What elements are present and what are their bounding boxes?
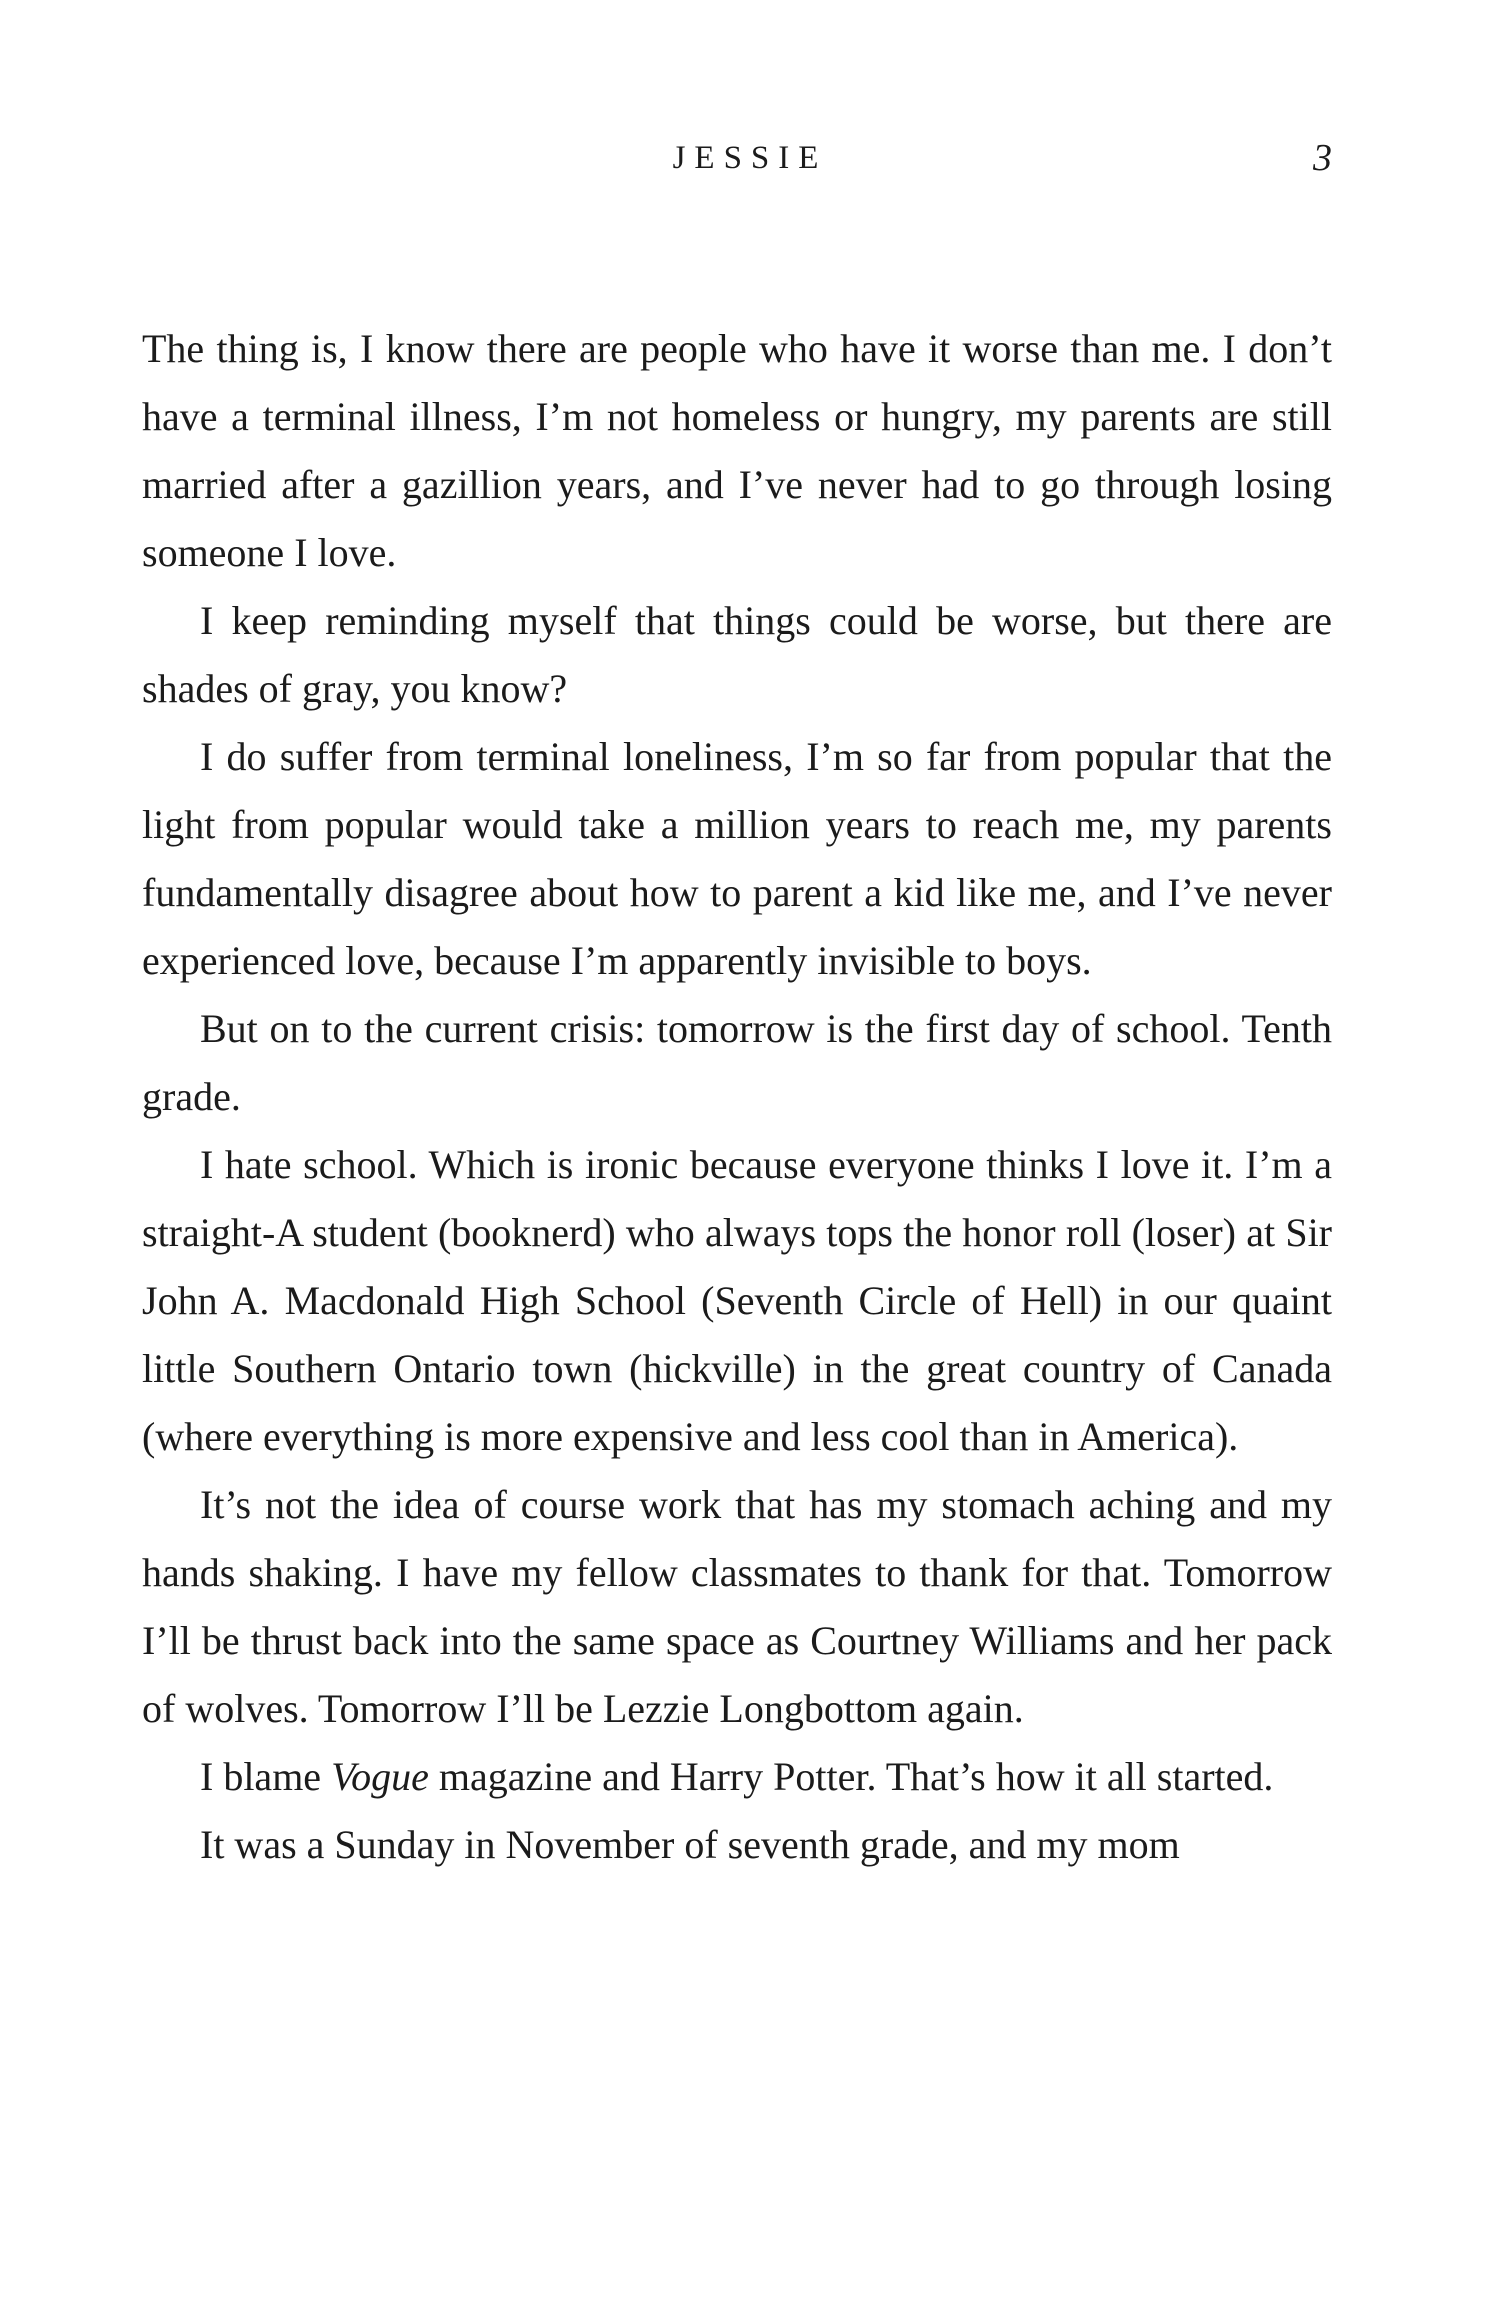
running-head [0, 128, 1500, 188]
paragraph-4: But on to the current crisis: tomorrow is the first day of school. Tenth grade. [142, 1006, 1332, 1119]
paragraph-3: I do suffer from terminal loneliness, I’m so far from popular that the light from popular would take a million years to reach me, my parents fundamentally disagree about how to parent a kid like me, and I’ve never experienced love, because I’m apparently invisible to boys. [142, 734, 1332, 983]
paragraph-6: It’s not the idea of course work that has my stomach aching and my hands shaking. I have my fellow classmates to thank for that. Tomorrow I’ll be thrust back into the same space as Courtney Williams and her pack of wolves. Tomorrow I’ll be Lezzie Longbottom again. [142, 1482, 1332, 1731]
paragraph-2: I keep reminding myself that things could be worse, but there are shades of gray, you know? [142, 598, 1332, 711]
paragraph-7-after: magazine and Harry Potter. That’s how it all started. [428, 1754, 1274, 1799]
body-text [142, 315, 1332, 1879]
paragraph-7 [142, 1743, 1332, 1811]
page-number: 3 [1313, 137, 1332, 179]
vogue-title: Vogue [331, 1754, 429, 1799]
paragraph-1: The thing is, I know there are people who have it worse than me. I don’t have a terminal illness, I’m not homeless or hungry, my parents are still married after a gazillion years, and I’ve never had to go through losing someone I love. [142, 326, 1332, 575]
running-title: JESSIE [672, 140, 828, 176]
paragraph-5: I hate school. Which is ironic because everyone thinks I love it. I’m a straight-A student (booknerd) who always tops the honor roll (loser) at Sir John A. Macdonald High School (Seventh Circle of Hell) in our quaint little Southern Ontario town (hickville) in the great country of Canada (where everything is more expensive and less cool than in America). [142, 1142, 1332, 1459]
paragraph-8: It was a Sunday in November of seventh grade, and my mom [200, 1822, 1180, 1867]
paragraph-7-before: I blame [200, 1754, 332, 1799]
